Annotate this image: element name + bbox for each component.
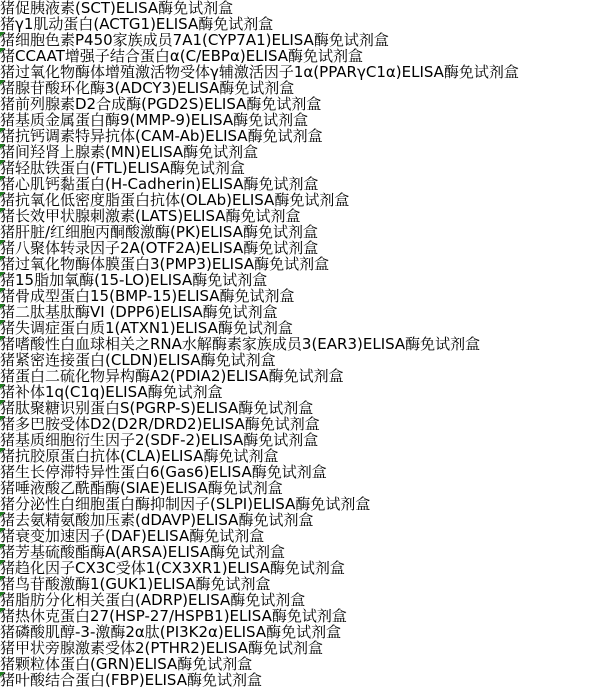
cell-flag-triangle-icon [0, 240, 5, 245]
product-name: 猪γ1肌动蛋白(ACTG1)ELISA酶免试剂盒 [0, 15, 274, 33]
product-name: 猪细胞色素P450家族成员7A1(CYP7A1)ELISA酶免试剂盒 [0, 31, 389, 49]
list-item[interactable] [0, 544, 603, 560]
list-item[interactable] [0, 432, 603, 448]
cell-flag-triangle-icon [0, 448, 5, 453]
list-item[interactable] [0, 448, 603, 464]
list-item[interactable] [0, 368, 603, 384]
product-name: 猪衰变加速因子(DAF)ELISA酶免试剂盒 [0, 527, 265, 545]
product-name: 猪轻肽铁蛋白(FTL)ELISA酶免试剂盒 [0, 159, 245, 177]
list-item[interactable] [0, 0, 603, 16]
cell-flag-triangle-icon [0, 80, 5, 85]
list-item[interactable] [0, 128, 603, 144]
product-name: 猪多巴胺受体D2(D2R/DRD2)ELISA酶免试剂盒 [0, 415, 320, 433]
product-name: 猪肝脏/红细胞丙酮酸激酶(PK)ELISA酶免试剂盒 [0, 223, 318, 241]
product-name: 猪趋化因子CX3C受体1(CX3XR1)ELISA酶免试剂盒 [0, 559, 345, 577]
list-item[interactable] [0, 32, 603, 48]
product-name: 猪心肌钙黏蛋白(H-Cadherin)ELISA酶免试剂盒 [0, 175, 319, 193]
list-item[interactable] [0, 208, 603, 224]
product-name: 猪生长停滞特异性蛋白6(Gas6)ELISA酶免试剂盒 [0, 463, 327, 481]
list-item[interactable] [0, 608, 603, 624]
list-item[interactable] [0, 400, 603, 416]
list-item[interactable] [0, 272, 603, 288]
product-name: 猪鸟苷酸激酶1(GUK1)ELISA酶免试剂盒 [0, 575, 271, 593]
product-name: 猪骨成型蛋白15(BMP-15)ELISA酶免试剂盒 [0, 287, 295, 305]
product-name: 猪过氧化物酶体膜蛋白3(PMP3)ELISA酶免试剂盒 [0, 255, 330, 273]
product-name: 猪颗粒体蛋白(GRN)ELISA酶免试剂盒 [0, 655, 253, 673]
product-name: 猪过氧化物酶体增殖激活物受体γ辅激活因子1α(PPARγC1α)ELISA酶免试剂盒 [0, 63, 519, 81]
cell-flag-triangle-icon [0, 592, 5, 597]
product-name: 猪失调症蛋白质1(ATXN1)ELISA酶免试剂盒 [0, 319, 293, 337]
product-name: 猪去氨精氨酸加压素(dDAVP)ELISA酶免试剂盒 [0, 511, 314, 529]
cell-flag-triangle-icon [0, 672, 5, 677]
product-name: 猪热休克蛋白27(HSP-27/HSPB1)ELISA酶免试剂盒 [0, 607, 347, 625]
product-name: 猪紧密连接蛋白(CLDN)ELISA酶免试剂盒 [0, 351, 276, 369]
product-name: 猪叶酸结合蛋白(FBP)ELISA酶免试剂盒 [0, 671, 262, 689]
list-item[interactable] [0, 512, 603, 528]
list-item[interactable] [0, 480, 603, 496]
list-item[interactable] [0, 64, 603, 80]
list-item[interactable] [0, 160, 603, 176]
product-name: 猪肽聚糖识别蛋白S(PGRP-S)ELISA酶免试剂盒 [0, 399, 314, 417]
product-name: 猪嗜酸性白血球相关之RNA水解酶素家族成员3(EAR3)ELISA酶免试剂盒 [0, 335, 481, 353]
list-item[interactable] [0, 176, 603, 192]
cell-flag-triangle-icon [0, 560, 5, 565]
product-name: 猪补体1q(C1q)ELISA酶免试剂盒 [0, 383, 223, 401]
list-item[interactable] [0, 16, 603, 32]
cell-flag-triangle-icon [0, 192, 5, 197]
cell-flag-triangle-icon [0, 128, 5, 133]
product-name: 猪磷酸肌醇-3-激酶2α肽(PI3K2α)ELISA酶免试剂盒 [0, 623, 342, 641]
cell-flag-triangle-icon [0, 160, 5, 165]
cell-flag-triangle-icon [0, 272, 5, 277]
product-name: 猪基质金属蛋白酶9(MMP-9)ELISA酶免试剂盒 [0, 111, 309, 129]
cell-flag-triangle-icon [0, 384, 5, 389]
product-name: 猪八聚体转录因子2A(OTF2A)ELISA酶免试剂盒 [0, 239, 319, 257]
list-item[interactable] [0, 352, 603, 368]
product-name: 猪CCAAT增强子结合蛋白α(C/EBPα)ELISA酶免试剂盒 [0, 47, 364, 65]
product-name: 猪15脂加氧酶(15-LO)ELISA酶免试剂盒 [0, 271, 268, 289]
cell-flag-triangle-icon [0, 256, 5, 261]
product-name: 猪抗钙调素特异抗体(CAM-Ab)ELISA酶免试剂盒 [0, 127, 323, 145]
list-item[interactable] [0, 592, 603, 608]
list-item[interactable] [0, 256, 603, 272]
list-item[interactable] [0, 240, 603, 256]
cell-flag-triangle-icon [0, 144, 5, 149]
list-item[interactable] [0, 384, 603, 400]
product-name: 猪抗胶原蛋白抗体(CLA)ELISA酶免试剂盒 [0, 447, 279, 465]
cell-flag-triangle-icon [0, 416, 5, 421]
list-item[interactable] [0, 144, 603, 160]
product-name: 猪蛋白二硫化物异构酶A2(PDIA2)ELISA酶免试剂盒 [0, 367, 344, 385]
product-name: 猪二肽基肽酶VI (DPP6)ELISA酶免试剂盒 [0, 303, 278, 321]
cell-flag-triangle-icon [0, 32, 5, 37]
list-item[interactable] [0, 96, 603, 112]
list-item[interactable] [0, 48, 603, 64]
list-item[interactable] [0, 496, 603, 512]
list-item[interactable] [0, 528, 603, 544]
list-item[interactable] [0, 192, 603, 208]
product-name: 猪唾液酸乙酰酯酶(SIAE)ELISA酶免试剂盒 [0, 479, 283, 497]
product-name: 猪促胰液素(SCT)ELISA酶免试剂盒 [0, 0, 234, 17]
cell-flag-triangle-icon [0, 320, 5, 325]
cell-flag-triangle-icon [0, 400, 5, 405]
cell-flag-triangle-icon [0, 576, 5, 581]
product-name: 猪分泌性白细胞蛋白酶抑制因子(SLPI)ELISA酶免试剂盒 [0, 495, 371, 513]
list-item[interactable] [0, 336, 603, 352]
product-name: 猪抗氧化低密度脂蛋白抗体(OLAb)ELISA酶免试剂盒 [0, 191, 350, 209]
cell-flag-triangle-icon [0, 544, 5, 549]
product-name: 猪芳基硫酸酯酶A(ARSA)ELISA酶免试剂盒 [0, 543, 286, 561]
cell-flag-triangle-icon [0, 208, 5, 213]
cell-flag-triangle-icon [0, 288, 5, 293]
product-name: 猪间羟肾上腺素(MN)ELISA酶免试剂盒 [0, 143, 259, 161]
list-item[interactable] [0, 416, 603, 432]
product-name: 猪腺苷酸环化酶3(ADCY3)ELISA酶免试剂盒 [0, 79, 295, 97]
list-item[interactable] [0, 320, 603, 336]
cell-flag-triangle-icon [0, 608, 5, 613]
cell-flag-triangle-icon [0, 176, 5, 181]
list-item[interactable] [0, 560, 603, 576]
cell-flag-triangle-icon [0, 336, 5, 341]
list-item[interactable] [0, 640, 603, 656]
product-name: 猪脂肪分化相关蛋白(ADRP)ELISA酶免试剂盒 [0, 591, 306, 609]
product-name: 猪长效甲状腺刺激素(LATS)ELISA酶免试剂盒 [0, 207, 301, 225]
cell-flag-triangle-icon [0, 304, 5, 309]
product-name: 猪甲状旁腺激素受体2(PTHR2)ELISA酶免试剂盒 [0, 639, 324, 657]
list-item[interactable] [0, 656, 603, 672]
list-item[interactable] [0, 304, 603, 320]
list-item[interactable] [0, 464, 603, 480]
list-item[interactable] [0, 624, 603, 640]
cell-flag-triangle-icon [0, 528, 5, 533]
list-item[interactable] [0, 672, 603, 688]
list-item[interactable] [0, 80, 603, 96]
product-name: 猪基质细胞衍生因子2(SDF-2)ELISA酶免试剂盒 [0, 431, 319, 449]
list-item[interactable] [0, 224, 603, 240]
cell-flag-triangle-icon [0, 48, 5, 53]
product-name: 猪前列腺素D2合成酶(PGD2S)ELISA酶免试剂盒 [0, 95, 322, 113]
list-item[interactable] [0, 112, 603, 128]
cell-flag-triangle-icon [0, 512, 5, 517]
list-item[interactable] [0, 288, 603, 304]
list-item[interactable] [0, 576, 603, 592]
